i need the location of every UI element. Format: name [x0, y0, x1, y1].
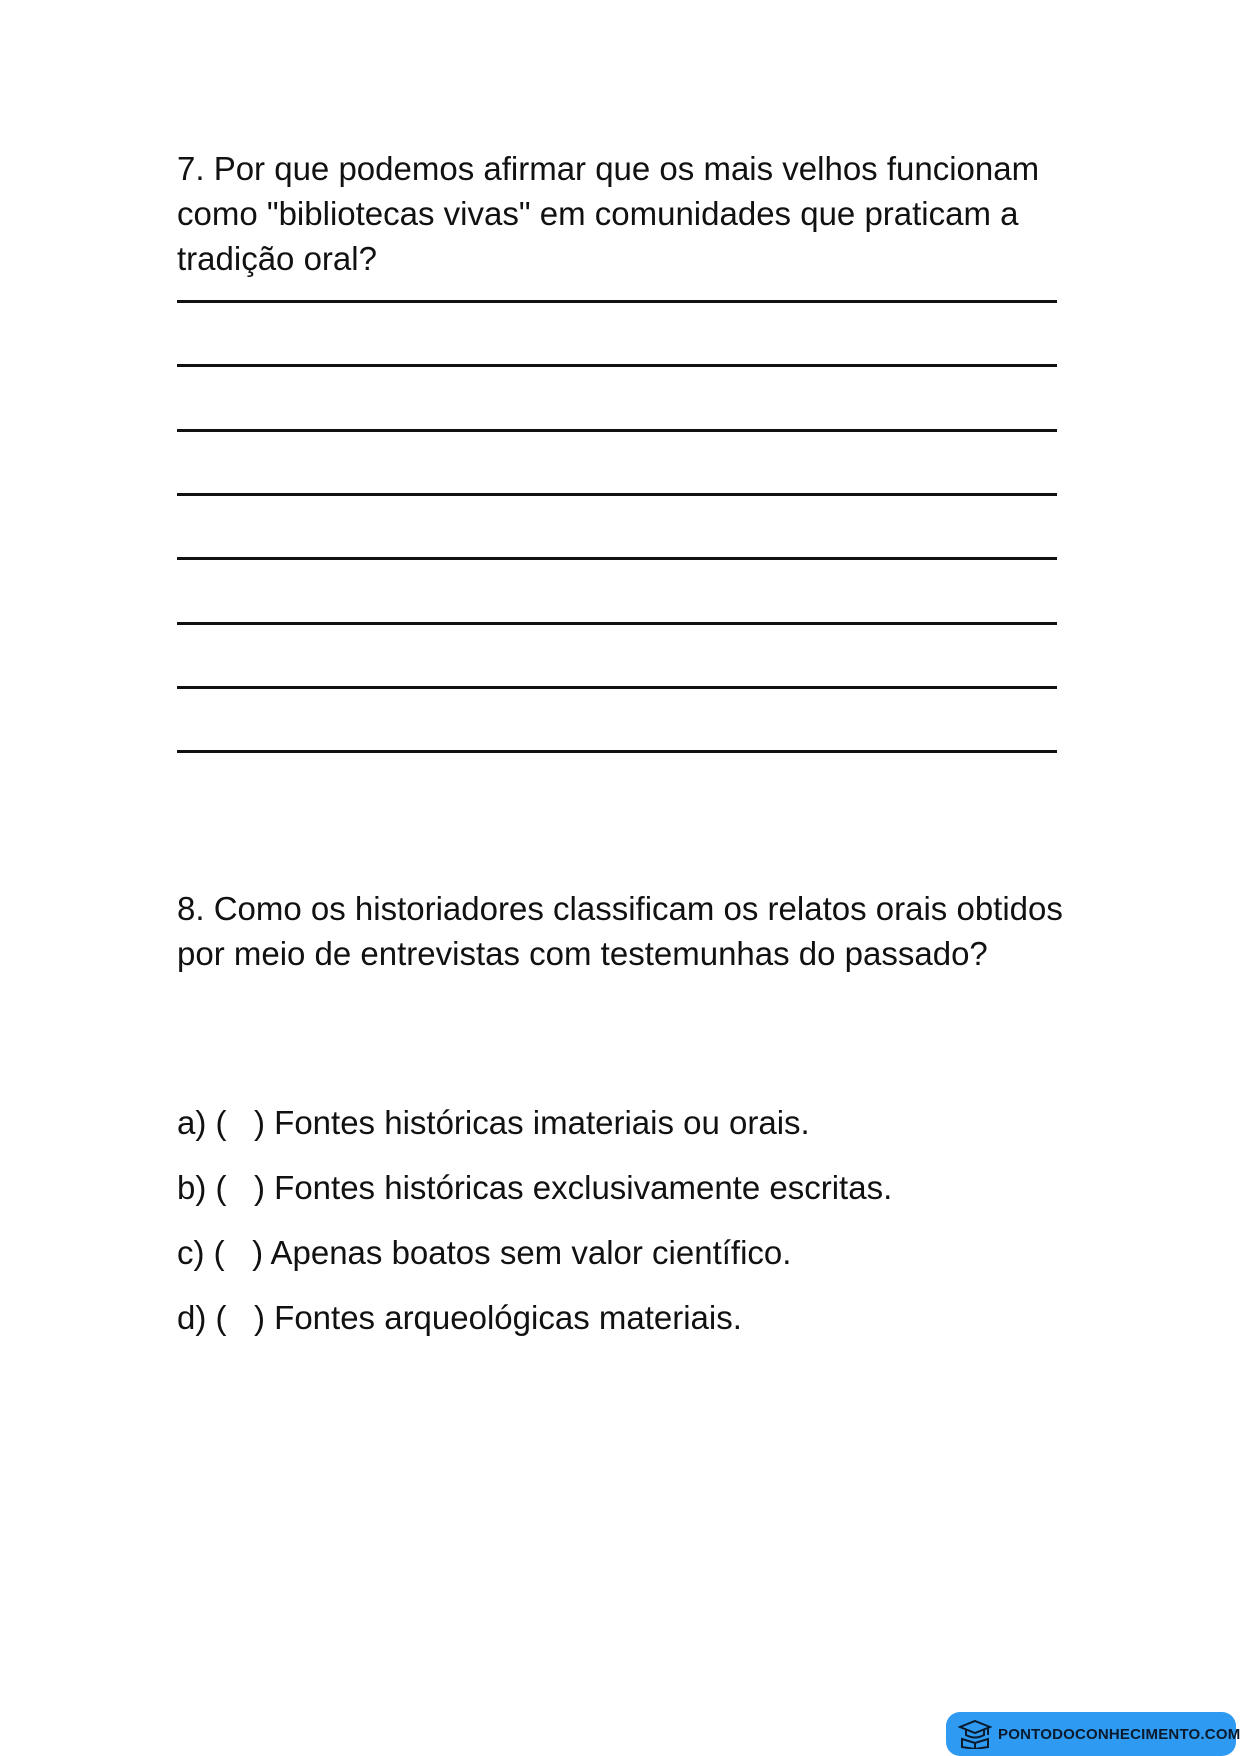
option-b: b) ( ) Fontes históricas exclusivamente escritas.	[177, 1169, 893, 1206]
answer-line	[177, 300, 1057, 303]
site-badge	[946, 1712, 1241, 1756]
answer-line	[177, 493, 1057, 496]
answer-line	[177, 750, 1057, 753]
graduation-cap-book-icon	[958, 1719, 992, 1749]
option-c: c) ( ) Apenas boatos sem valor científico.	[177, 1234, 792, 1271]
answer-line	[177, 364, 1057, 367]
question-7-text: 7. Por que podemos afirmar que os mais velhos funcionam como "bibliotecas vivas" em comunidades que praticam a tradição oral?	[177, 150, 1040, 277]
site-brand-text: PONTODOCONHECIMENTO.COM	[998, 1725, 1241, 1743]
question-8-text: 8. Como os historiadores classificam os relatos orais obtidos por meio de entrevistas com testemunhas do passado?	[177, 890, 1063, 972]
answer-line	[177, 429, 1057, 432]
answer-line	[177, 557, 1057, 560]
option-a: a) ( ) Fontes históricas imateriais ou orais.	[177, 1104, 810, 1141]
answer-line	[177, 622, 1057, 625]
answer-line	[177, 686, 1057, 689]
option-d: d) ( ) Fontes arqueológicas materiais.	[177, 1299, 742, 1336]
